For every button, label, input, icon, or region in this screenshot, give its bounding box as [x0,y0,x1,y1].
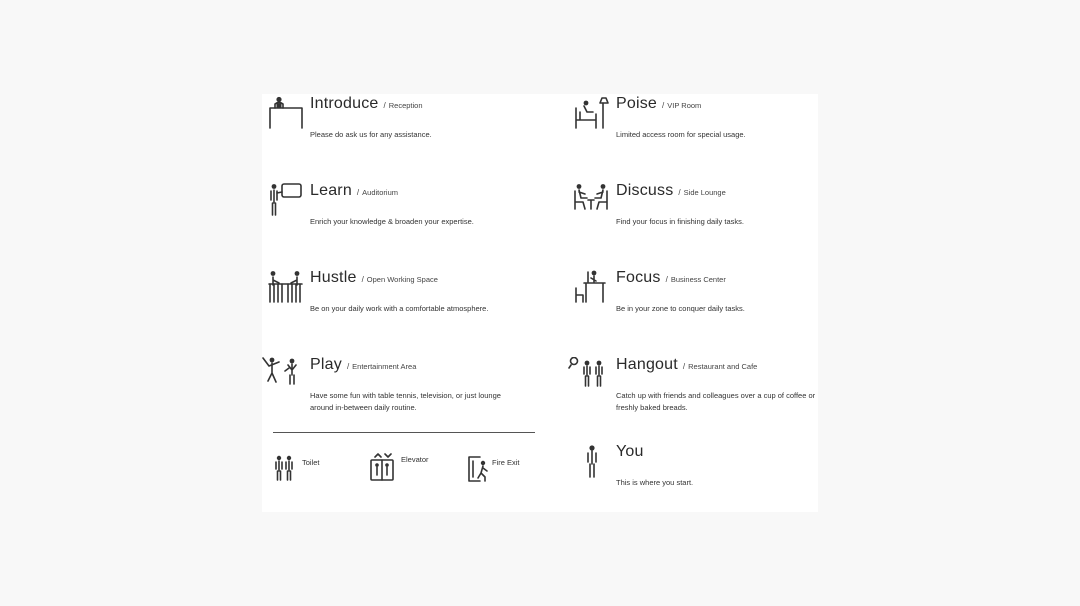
utility-label: Fire Exit [492,458,520,467]
entry-description: Find your focus in finishing daily tasks. [616,217,744,226]
entry-subtitle: Reception [388,101,423,110]
separator: / [361,275,364,284]
entry-title: Hustle [310,269,357,286]
entry-subtitle: Side Lounge [683,188,726,197]
entry-subtitle: VIP Room [667,101,702,110]
person-standing-icon [574,444,614,484]
coworking-table-icon [268,270,308,310]
entry-title: Play [310,356,342,373]
entry-description: Be in your zone to conquer daily tasks. [616,304,745,313]
entry-subtitle: Auditorium [362,188,399,197]
dancing-people-icon [262,357,302,397]
reception-desk-icon [268,96,308,136]
utility-label: Toilet [302,458,320,467]
entry-title: Introduce [310,95,379,112]
legend-card [262,94,818,512]
entry-description: Have some fun with table tennis, television, or just lounge around in-between daily routine. [310,391,501,412]
separator: / [356,188,360,197]
utility-label: Elevator [401,455,429,464]
entry-title: Focus [616,269,661,286]
toilet-icon [274,455,302,485]
entry-title: Learn [310,182,352,199]
separator: / [346,362,350,371]
entry-description: Be on your daily work with a comfortable atmosphere. [310,304,489,313]
separator: / [665,275,668,284]
divider-line [273,432,535,433]
armchair-lamp-icon [574,96,614,136]
entry-subtitle: Open Working Space [366,275,438,284]
separator: / [383,101,386,110]
entry-description: Please do ask us for any assistance. [310,130,432,139]
lounge-discussion-icon [574,183,614,223]
fire-exit-icon [466,455,494,485]
separator: / [678,188,681,197]
entry-subtitle: Business Center [670,275,726,284]
separator: / [662,101,665,110]
separator: / [682,362,686,371]
entry-description: Catch up with friends and colleagues over a cup of coffee or freshly baked breads. [616,391,816,412]
entry-title: You [616,443,644,460]
entry-title: Discuss [616,182,674,199]
entry-subtitle: Restaurant and Cafe [688,362,758,371]
elevator-icon [369,452,397,482]
entry-title: Hangout [616,356,678,373]
entry-description: Enrich your knowledge & broaden your expertise. [310,217,474,226]
people-chat-icon [568,357,608,397]
entry-subtitle: Entertainment Area [352,362,417,371]
presentation-board-icon [268,183,308,223]
desk-worker-icon [574,270,614,310]
entry-description: Limited access room for special usage. [616,130,746,139]
entry-description: This is where you start. [616,478,694,487]
entry-title: Poise [616,95,658,112]
